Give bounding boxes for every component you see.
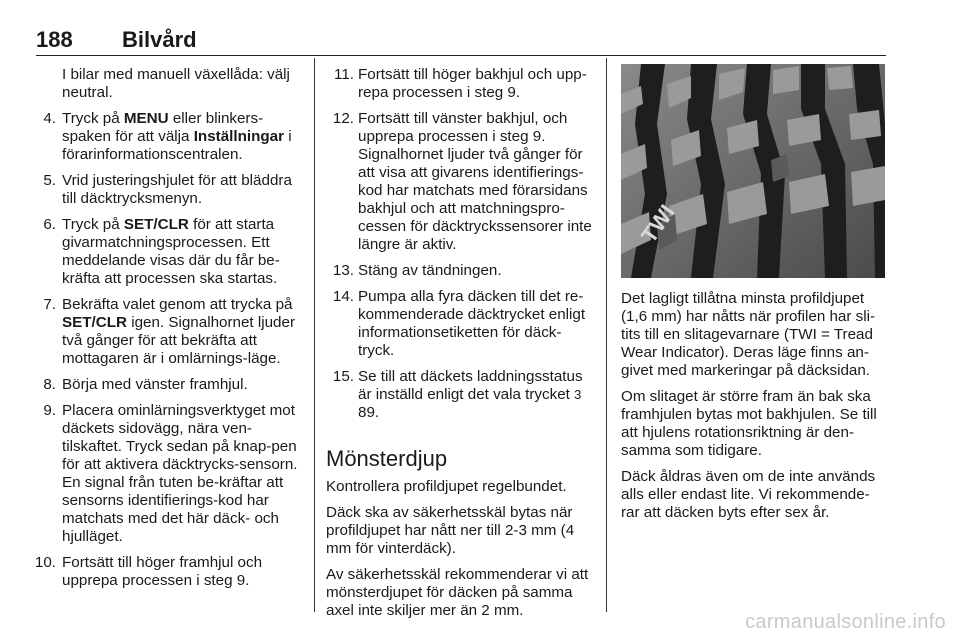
step-number: 5. (43, 172, 56, 189)
paragraph: Om slitaget är större fram än bak ska framhjulen bytas mot bakhjulen. Se till att hjulens rotationsriktning är den-samma som tidigare. (621, 388, 877, 459)
subheading-tread-depth: Mönsterdjup (326, 446, 448, 471)
paragraph: Däck ska av säkerhetsskäl bytas när profildjupet har nått ner till 2-3 mm (4 mm för vinterdäck). (326, 504, 575, 557)
step-number: 14. (332, 288, 354, 305)
step-number: 11. (334, 66, 354, 83)
page-reference-link[interactable]: 89. (358, 404, 380, 421)
step-14: 14. Pumpa alla fyra däcken till det re-kommenderade däcktrycket enligt informationsetiketten för däck-tryck. (326, 288, 596, 360)
step-number: 8. (43, 376, 56, 393)
tire-tread-image (621, 64, 885, 278)
set-clr-keyword: SET/CLR (123, 216, 189, 233)
step-number: 12. (332, 110, 354, 127)
paragraph: Av säkerhetsskäl rekommenderar vi att mönsterdjupet för däcken på samma axel inte skiljer mer än 2 mm. (326, 566, 589, 619)
paragraph: Det lagligt tillåtna minsta profildjupet (1,6 mm) har nåtts när profilen har sli-tits till en slitagevarnare (TWI = Tread Wear Indicator). Deras läge finns an-givet med markeringar på däcksidan. (621, 290, 876, 379)
step-12: 12. Fortsätt till vänster bakhjul, och upprepa processen i steg 9. Signalhornet ljuder två gånger för att visa att givarens identifierings-kod har matchats med förarsidans bakhjul och att matchningspro-cessen för däcktryckssensorer inte längre är aktiv. (326, 110, 596, 254)
page-header (36, 27, 886, 53)
step-number: 4. (43, 110, 56, 127)
step-13: 13. Stäng av tändningen. (326, 262, 596, 280)
step-number: 7. (43, 296, 56, 313)
paragraph: Kontrollera profildjupet regelbundet. (326, 478, 567, 495)
step-7: 7. Bekräfta valet genom att trycka på SET/CLR igen. Signalhornet ljuder två gånger för att bekräfta att mottagaren är i omlärnings-läge. (22, 296, 302, 368)
column-3 (621, 290, 888, 530)
step-11: 11. Fortsätt till höger bakhjul och upp-repa processen i steg 9. (326, 66, 596, 102)
step-9: 9. Placera ominlärningsverktyget mot däckets sidovägg, nära ven-tilskaftet. Tryck sedan på knap-pen för att aktivera däcktrycks-sensorn. En signal från tuten be-kräftar att sensorns identifierings-kod har matchats med det här däck- och hjulläget. (22, 402, 302, 546)
step-number: 13. (332, 262, 354, 279)
set-clr-keyword: SET/CLR (62, 314, 127, 331)
column-1 (22, 56, 302, 590)
step-number: 6. (43, 216, 56, 233)
step-15: 15. Se till att däckets laddningsstatus är inställd enligt det vala trycket 3 89. (326, 368, 596, 422)
page-number: 188 (36, 27, 73, 52)
paragraph: Däck åldras även om de inte används alls eller endast lite. Vi rekommende-rar att däcken byts efter sex år. (621, 468, 876, 521)
column-divider-1 (314, 58, 315, 612)
tire-tread-illustration (621, 64, 885, 278)
step-8: 8. Börja med vänster framhjul. (22, 376, 302, 394)
step-5: 5. Vrid justeringshjulet för att bläddra till däcktrycksmenyn. (22, 172, 302, 208)
column-2 (326, 56, 596, 628)
step-4: 4. Tryck på MENU eller blinkers-spaken för att välja Inställningar i förarinformationscentralen. (22, 110, 302, 164)
section-title: Bilvård (122, 27, 197, 52)
step-number: 9. (43, 402, 56, 419)
twi-label: TWI (636, 199, 680, 248)
watermark: carmanualsonline.info (745, 611, 946, 633)
intro-paragraph: I bilar med manuell växellåda: välj neutral. (62, 66, 290, 101)
settings-keyword: Inställningar (193, 128, 284, 145)
page-reference-icon: 3 (574, 387, 582, 402)
step-6: 6. Tryck på SET/CLR för att starta givarmatchningsprocessen. Ett meddelande visas där du får be-kräfta att processen ska startas. (22, 216, 302, 288)
step-number: 15. (332, 368, 354, 385)
step-10: 10. Fortsätt till höger framhjul och upprepa processen i steg 9. (22, 554, 302, 590)
menu-keyword: MENU (123, 110, 169, 127)
step-number: 10. (34, 554, 56, 571)
column-divider-2 (606, 58, 607, 612)
